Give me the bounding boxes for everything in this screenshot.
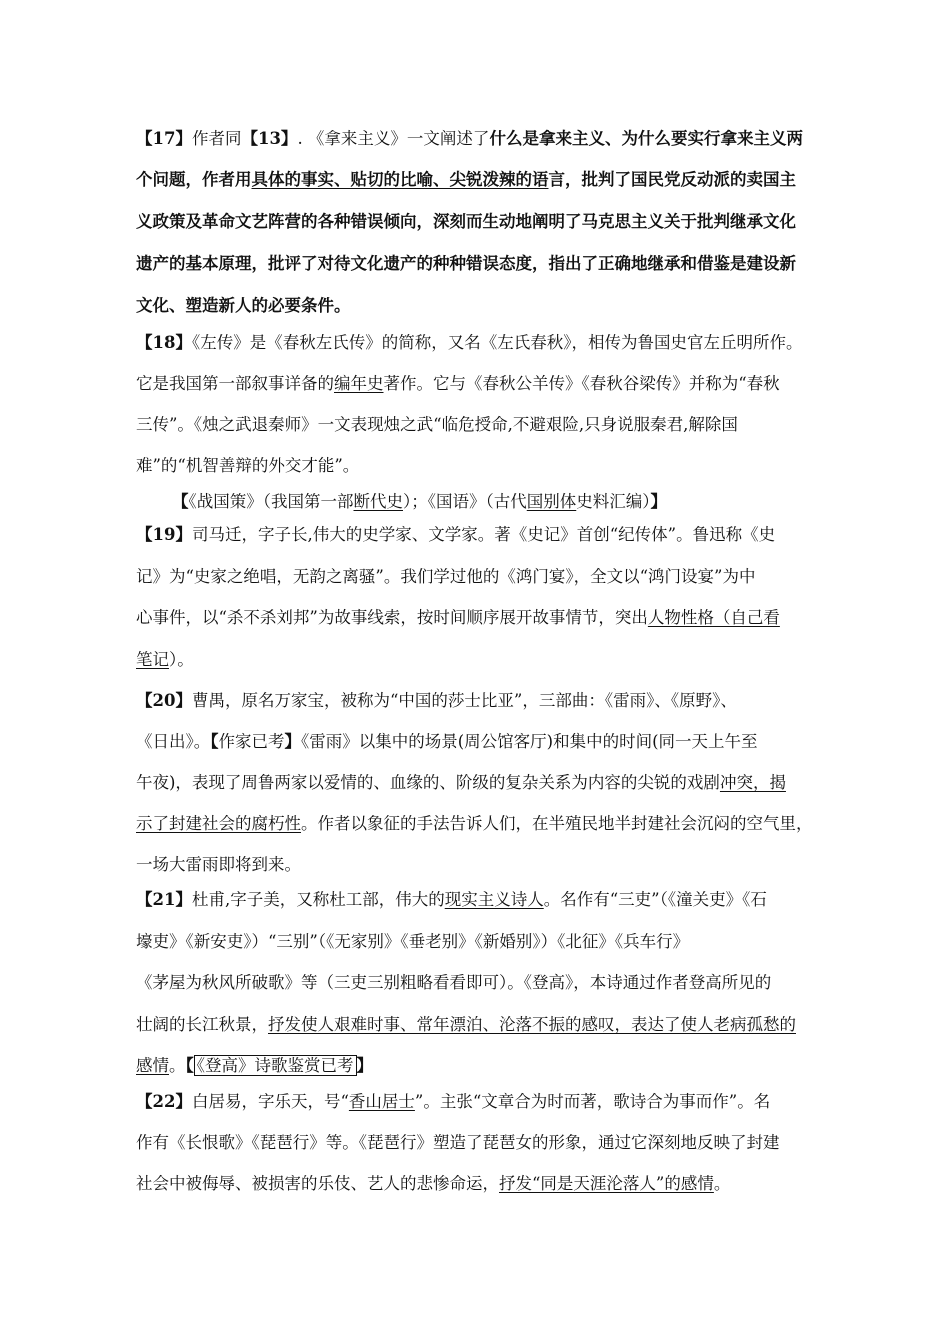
text-segment: 壮阔的长江秋景， <box>136 1015 268 1034</box>
text-line <box>136 690 737 712</box>
underlined-text: 现实主义诗人 <box>444 890 544 909</box>
text-segment: 遗产的基本原理，批评了对待文化遗产的种种错误态度，指出了正确地继承和借鉴是建设新 <box>136 254 796 273</box>
text-line <box>136 972 771 994</box>
text-line <box>136 524 775 546</box>
text-line <box>136 169 796 191</box>
text-line <box>136 332 802 354</box>
text-line <box>136 1173 730 1195</box>
text-segment: ）。 <box>169 650 194 669</box>
text-line <box>136 931 689 953</box>
text-line <box>136 607 780 629</box>
underlined-text: 示了封建社会的腐朽性 <box>136 814 301 833</box>
text-line <box>136 414 738 436</box>
text-line <box>136 566 756 588</box>
text-line <box>136 295 351 317</box>
text-segment: 。名作有“三吏”（《潼关吏》《石 <box>543 890 767 909</box>
text-segment: 它是我国第一部叙事详备的 <box>136 374 334 393</box>
text-line <box>172 491 667 513</box>
underlined-text: 断代史 <box>353 492 403 511</box>
text-segment: 【17】 <box>136 129 192 148</box>
underlined-text: 香山居士 <box>348 1092 415 1111</box>
underlined-text: 编年史 <box>334 374 384 393</box>
text-segment: 心事件，以“杀不杀刘邦”为故事线索，按时间顺序展开故事情节，突出 <box>136 608 648 627</box>
underlined-text: 感情 <box>136 1056 169 1075</box>
text-segment: 一场大雷雨即将到来。 <box>136 855 301 874</box>
text-segment: 《茅屋为秋风所破歌》等（三吏三别粗略看看即可）。《登高》，本诗通过作者登高所见的 <box>136 973 772 992</box>
boxed-text: 《登高》诗歌鉴赏已考 <box>194 1055 357 1076</box>
text-segment: 【22】 <box>136 1092 192 1111</box>
text-segment: 【 <box>185 1056 194 1075</box>
text-segment: 难”的“机智善辩的外交才能”。 <box>136 456 360 475</box>
text-segment: . 《拿来主义》一文阐述了 <box>297 129 490 148</box>
underlined-text: 国别体 <box>526 492 577 511</box>
text-line <box>136 1055 373 1077</box>
text-segment: ”。主张“文章合为时而著，歌诗合为事而作”。名 <box>414 1092 771 1111</box>
text-segment: ）；《国语》（古代 <box>403 492 527 511</box>
text-line <box>136 772 786 794</box>
underlined-text: 抒发使人艰难时事、常年漂泊、沦落不振的感叹，表达了使人老病孤愁的 <box>268 1015 796 1034</box>
underlined-text: 人物性格（自己看 <box>647 608 780 627</box>
text-line <box>136 1132 780 1154</box>
text-line <box>136 854 301 876</box>
text-segment: 壕吏》《新安吏》）“三别”（《无家别》《垂老别》《新婚别》）《北征》《兵车行》 <box>136 932 690 951</box>
text-line <box>136 253 796 275</box>
text-segment: 午夜)，表现了周鲁两家以爱情的、血缘的、阶级的复杂关系为内容的尖锐的戏剧 <box>136 773 720 792</box>
text-segment: 文化、塑造新人的必要条件。 <box>136 296 351 315</box>
text-segment: 社会中被侮辱、被损害的乐伎、艺人的悲惨命运， <box>136 1174 499 1193</box>
text-line <box>136 455 359 477</box>
text-segment: 。作者以象征的手法告诉人们，在半殖民地半封建社会沉闷的空气里， <box>301 814 813 833</box>
text-segment: 记》为“史家之绝唱，无韵之离骚”。我们学过他的《鸿门宴》，全文以“鸿门设宴”为中 <box>136 567 756 586</box>
text-segment: 杜甫,字子美，又称杜工部，伟大的 <box>191 890 445 909</box>
text-line <box>136 889 767 911</box>
text-segment: 曹禺，原名万家宝，被称为“中国的莎士比亚”，三部曲：《雷雨》、《原野》、 <box>191 691 737 710</box>
text-segment: 】 <box>650 492 667 511</box>
text-line <box>136 373 780 395</box>
text-segment: 什么是拿来主义、为什么要实行拿来主义两 <box>489 129 803 148</box>
text-segment: 【 <box>172 492 189 511</box>
text-segment: 【18】 <box>136 333 192 352</box>
text-segment: 【13】 <box>241 129 298 148</box>
text-segment: 《左传》是《春秋左氏传》的简称，又名《左氏春秋》，相传为鲁国史官左丘明所作。 <box>191 333 803 352</box>
text-segment: 白居易，字乐天，号“ <box>191 1092 349 1111</box>
text-segment: 义政策及革命文艺阵营的各种错误倾向，深刻而生动地阐明了马克思主义关于批判继承文化 <box>136 212 796 231</box>
text-line <box>136 649 194 671</box>
underlined-text: 具体的事实、贴切的比喻、尖锐泼辣的语 <box>251 170 549 189</box>
text-segment: 作者同 <box>191 129 242 148</box>
text-segment: 【19】 <box>136 525 192 544</box>
text-segment: 】 <box>284 732 301 751</box>
text-line <box>136 813 813 835</box>
text-line <box>136 1014 796 1036</box>
text-segment: 作家已考 <box>218 732 285 751</box>
text-segment: 。 <box>713 1174 731 1193</box>
text-segment: 《战国策》（我国第一部 <box>188 492 354 511</box>
text-line <box>136 128 803 150</box>
text-segment: 个问题，作者用 <box>136 170 252 189</box>
text-line <box>136 731 758 753</box>
text-segment: 【20】 <box>136 691 192 710</box>
underlined-text: 抒发“同是天涯沦落人”的感情 <box>499 1174 714 1193</box>
text-segment: 著作。它与《春秋公羊传》《春秋谷梁传》并称为“春秋 <box>383 374 780 393</box>
text-segment: 《日出》。 <box>136 732 211 751</box>
text-segment: 【 <box>210 732 219 751</box>
text-segment: 作有《长恨歌》《琵琶行》等。《琵琶行》塑造了琵琶女的形象，通过它深刻地反映了封建 <box>136 1133 780 1152</box>
text-segment: 【21】 <box>136 890 192 909</box>
text-segment: 。 <box>169 1056 186 1075</box>
text-line <box>136 211 796 233</box>
underlined-text: 冲突，揭 <box>719 773 786 792</box>
underlined-text: 笔记 <box>136 650 169 669</box>
text-segment: 三传”。《烛之武退秦师》一文表现烛之武“临危授命,不避艰险,只身说服秦君,解除国 <box>136 415 738 434</box>
text-line <box>136 1091 770 1113</box>
text-segment: 司马迁，字子长,伟大的史学家、文学家。著《史记》首创“纪传体”。鲁迅称《史 <box>191 525 776 544</box>
text-segment: 言，批判了国民党反动派的卖国主 <box>548 170 796 189</box>
text-segment: 】 <box>356 1056 373 1075</box>
text-segment: 《雷雨》以集中的场景(周公馆客厅)和集中的时间(同一天上午至 <box>301 732 758 751</box>
text-segment: 史料汇编） <box>576 492 651 511</box>
